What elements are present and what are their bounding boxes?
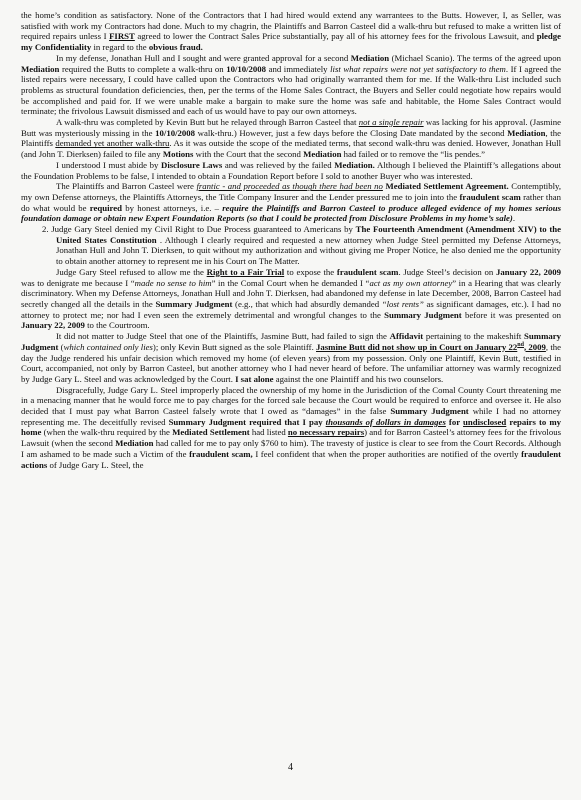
text-run: Contemptibly, my own Defense attorneys, the Plaintiffs Attorneys, the Title Company Insurer and the Lender pressured me to join into the — [21, 181, 562, 202]
text-run: . As it was outside the scope of the mediated terms, that second walk-thru was denied. However, Jonathan Hull (and John T. Dierksen) failed to file any — [21, 138, 561, 160]
text-run: obvious fraud. — [148, 42, 203, 53]
text-run: I understood I must abide by — [56, 159, 162, 170]
text-run: as significant damages, etc.). I had no attorney to protect me; nor had I even seen the extremely detrimental and wrongful changes to the — [21, 298, 561, 320]
page-number: 4 — [288, 762, 293, 773]
text-run: , the Plaintiffs — [21, 127, 561, 149]
text-run: Mediation — [350, 52, 390, 63]
text-run: . If I agreed the listed repairs were necessary, I could have called upon the Contractors who had originally warranted them for me. If the Walk-thru List included such problems as structural foundation deficiencies, then, per the terms of the Home Sales Contract, the Buyers and Seller could negotiate how repairs would be accomplished and paid for. If we were unable make a bargain to make sure the home was safe and habitable, the Home Sales Contract would terminate; the frivolous Lawsuit dismissed and each of us would have to pay our own attorneys. — [21, 63, 561, 117]
paragraph-p1 — [21, 10, 561, 53]
text-run: demanded yet another walk-thru — [55, 138, 170, 149]
text-run: ); only Kevin Butt signed as the sole Plaintiff. — [152, 341, 317, 352]
text-run: which contained only lies — [63, 341, 153, 352]
text-run: walk-thru.) However, just a few days before the Closing Date mandated by the second — [195, 127, 508, 138]
paragraph-p2 — [21, 53, 561, 117]
paragraph-p4 — [21, 160, 561, 181]
text-run: had called for me to pay only $760 to him). The travesty of justice is clear to see from the Court Records. Although I am ashamed to be made such a Victim of the — [21, 438, 561, 459]
text-run: . Judge Steel’s decision on — [398, 266, 496, 277]
text-run: Motions — [162, 149, 194, 160]
text-run: (e.g., that which had absurdly demanded — [232, 298, 382, 309]
text-run: , 2009 — [523, 341, 546, 352]
text-run: pertaining to the makeshift — [423, 331, 525, 342]
text-run: require the Plaintiffs and Barron Casteel to produce alleged evidence of my homes serious foundation damage or obtain new Expert Foundation Reports (so that I could be protected from Disclosure Problems in my home’s sale) — [21, 202, 561, 224]
text-run: had listed — [249, 427, 288, 438]
text-run: required — [89, 202, 123, 213]
text-run: Summary Judgment required that I pay — [168, 416, 326, 427]
text-run: I feel confident that when the proper authorities are notified of the overtly — [252, 448, 522, 459]
text-run: Mediation — [115, 438, 154, 449]
text-run: to the Courtroom. — [84, 320, 150, 331]
text-run: Mediation — [303, 149, 342, 160]
text-run: fraudulent actions — [21, 448, 562, 470]
text-run: while I had no attorney representing me. The deceitfully revised — [21, 406, 561, 427]
text-run: Disclosure Laws — [161, 159, 223, 170]
text-run: thousands of dollars in damages — [325, 416, 446, 427]
text-run: The Fourteenth Amendment (Amendment XIV) to the United States Constitution — [56, 224, 562, 245]
text-run: . Although I clearly required and requested a new attorney when Judge Steel permitted my Defense Attorneys, Jonathan Hull and John T. Dierksen, to quit without my authorization and without giving me Proper Notice, he also denied me the opportunity to obtain another attorney to represent me in his Court on The Matter. — [56, 234, 561, 267]
text-run: undisclosed — [463, 416, 507, 427]
text-run: was to denigrate me because I “ — [21, 277, 135, 288]
text-run: with the Court that the second — [193, 149, 304, 160]
text-run: pledge my Confidentiality — [21, 31, 562, 53]
text-run: not a single repair — [358, 117, 424, 128]
text-run: 2. Judge Gary Steel denied my Civil Right to Due Process guaranteed to Americans by — [42, 224, 356, 235]
text-run: in regard to the — [91, 42, 149, 53]
text-run: fraudulent scam — [459, 191, 521, 202]
text-run: ” in a Hearing that was clearly discriminatory. When my Defense Attorneys, Jonathan Hull and John T. Dierksen, had abandoned my defense in late December, 2008, Barron Casteel had secretly changed all the details in the — [21, 277, 562, 309]
text-run: Mediation — [507, 127, 546, 138]
text-run: Mediated Settlement — [172, 427, 250, 438]
text-run: 10/10/2008 — [155, 127, 196, 138]
text-run: list what repairs were not yet satisfactory to them — [330, 63, 506, 74]
text-run: ” in the Comal Court when he demanded I “ — [211, 277, 370, 288]
text-run: “lost rents” — [381, 298, 424, 309]
text-run: I sat alone — [235, 373, 274, 384]
text-run: Summary Judgment — [390, 406, 469, 417]
paragraph-p8 — [21, 331, 561, 385]
text-run: Summary Judgment — [155, 298, 233, 309]
text-run: and was relieved by the failed — [222, 159, 335, 170]
text-run: of Judge Gary L. Steel, the — [47, 459, 144, 470]
text-run: and immediately — [266, 63, 331, 74]
text-run: the home’s condition as satisfactory. None of the Contractors that I had hired would extend any warrantees to the Butts. However, I, as Seller, was satisfied with work my Contractors had done. Much to my chagrin, the Plaintiffs and Barron Casteel did a walk-thru but refused to make a written list of required repairs unless I — [21, 10, 561, 42]
paragraph-p9 — [21, 385, 561, 471]
text-run: 10/10/2008 — [226, 63, 267, 74]
text-run: had failed or to remove the “lis pendes.” — [341, 149, 486, 160]
text-run: to expose the — [284, 266, 337, 277]
text-run: Although I believed the Plaintiff’s allegations about the Foundation Problems to be false, I intended to obtain a Foundation Report before I sold to another Buyer who was interested. — [21, 159, 561, 181]
text-run: ( — [58, 341, 64, 352]
text-run: Jasmine Butt did not show up in Court on January 22 — [316, 341, 518, 352]
text-run: (when the walk-thru required by the — [41, 427, 173, 438]
text-run: FIRST — [109, 31, 135, 42]
text-run: Summary Judgment — [384, 309, 462, 320]
text-run: Mediation. — [334, 159, 375, 170]
document-body — [21, 10, 561, 470]
text-run: nd — [517, 341, 524, 348]
text-run: The Plaintiffs and Barron Casteel were — [56, 181, 197, 192]
text-run: In my defense, Jonathan Hull and I sought and were granted approval for a second — [56, 52, 351, 63]
text-run: , the day the Judge rendered his unfair decision which removed my home (of eleven years) from my possession. Only one Plaintiff, Kevin Butt, testified in Court, accompanied, not only by Barron Casteel, but another attorney who I had never heard of before. The unfamiliar attorney was warmly recognized by Judge Gary L. Steel and was acknowledged by the Court. — [21, 341, 562, 384]
text-run: January 22, 2009 — [21, 320, 85, 331]
text-run: before it was presented on — [461, 309, 561, 320]
text-run: . — [512, 213, 515, 224]
paragraph-p5 — [21, 181, 561, 224]
text-run: against the one Plaintiff and his two counselors. — [273, 373, 444, 384]
text-run: repairs to my home — [21, 416, 561, 438]
text-run: was lacking for his approval. (Jasmine Butt was mysteriously missing in the — [21, 117, 561, 138]
text-run: Mediation — [21, 63, 60, 74]
text-run: required the Butts to complete a walk-thru on — [59, 63, 227, 74]
paragraph-p6 — [21, 224, 561, 267]
text-run: no necessary repairs — [287, 427, 365, 438]
text-run: frantic - and proceeded as though there had been no — [196, 181, 383, 192]
text-run: (Michael Scanio). The terms of the agreed upon — [389, 52, 561, 63]
text-run: fraudulent scam, — [189, 448, 253, 459]
text-run: act as my own attorney — [369, 277, 453, 288]
text-run: Mediated Settlement Agreement. — [385, 181, 509, 192]
text-run: ) and for Barron Casteel’s attorney fees for the frivolous Lawsuit (when the second — [21, 427, 561, 449]
text-run: made no sense to him — [134, 277, 212, 288]
text-run: rather than do what would be — [21, 191, 561, 213]
text-run: by honest attorneys, i.e. – — [122, 202, 223, 213]
paragraph-p3 — [21, 117, 561, 160]
text-run: January 22, 2009 — [495, 266, 562, 277]
text-run: Disgracefully, Judge Gary L. Steel improperly placed the ownership of my home in the Jurisdiction of the Comal County Court threatening me in a menacing manner that he would force me to pay charges for the forced sale because the Court would be required to enforce and oversee it. He also decided that I must pay what Barron Casteel falsely wrote that I owed as “damages” in the false — [21, 384, 561, 417]
text-run: Judge Gary Steel refused to allow me the — [56, 266, 207, 277]
text-run: Summary Judgment — [21, 331, 561, 352]
text-run: It did not matter to Judge Steel that one of the Plaintiffs, Jasmine Butt, had failed to sign the — [56, 331, 390, 342]
text-run: Affidavit — [389, 331, 424, 342]
text-run: agreed to lower the Contract Sales Price substantially, pay all of his attorney fees for the frivolous Lawsuit, and — [134, 31, 537, 42]
text-run: Right to a Fair Trial — [206, 266, 285, 277]
text-run: fraudulent scam — [336, 266, 399, 277]
paragraph-p7 — [21, 267, 561, 331]
text-run: for — [445, 416, 463, 427]
text-run: A walk-thru was completed by Kevin Butt but he relayed through Barron Casteel that — [56, 117, 359, 128]
